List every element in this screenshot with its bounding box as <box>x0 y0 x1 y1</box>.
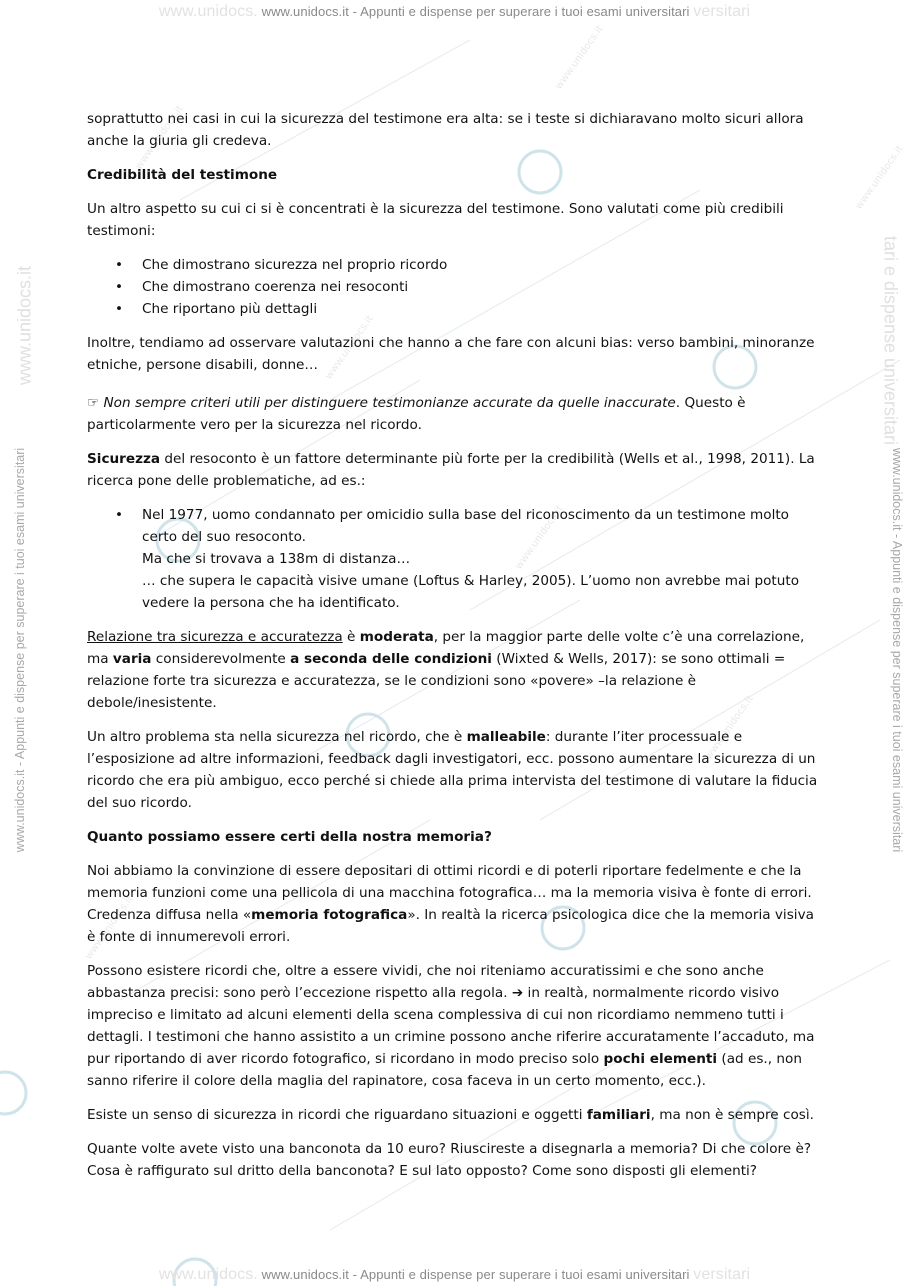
text: . Questo è particolarmente vero per la sicurezza nel ricordo. <box>87 395 746 433</box>
header-watermark-ghost-left: www.unidocs. <box>158 3 258 20</box>
footer-watermark-ghost-right: versitari <box>693 1266 751 1283</box>
section-heading: Quanto possiamo essere certi della nostra memoria? <box>87 829 492 845</box>
text: … che supera le capacità visive umane (Loftus & Harley, 2005). L’uomo non avrebbe mai potuto vedere la persona che ha identificato. <box>142 573 800 611</box>
paragraph <box>87 860 822 948</box>
footer-watermark-text: www.unidocs.it - Appunti e dispense per superare i tuoi esami universitari <box>261 1267 690 1282</box>
list-item <box>87 504 822 614</box>
bullet-list <box>87 254 822 320</box>
paragraph <box>87 392 822 436</box>
header-watermark-ghost-right: versitari <box>693 3 751 20</box>
pointing-hand-icon: ☞ <box>87 395 100 411</box>
paragraph: soprattutto nei casi in cui la sicurezza del testimone era alta: se i teste si dichiaravano molto sicuri allora anche la giuria gli credeva. <box>87 111 804 149</box>
paragraph <box>87 448 822 492</box>
paragraph <box>87 726 822 814</box>
text: : durante l’iter processuale e l’esposizione ad altre informazioni, feedback dagli investigatori, ecc. possono aumentare la sicurezza di un ricordo che era più ambiguo, ecco perché si chiede alla prima intervista del testimone di valutare la fiducia del suo ricordo. <box>87 729 818 811</box>
underlined-text: Relazione tra sicurezza e accuratezza <box>87 629 343 645</box>
text: considerevolmente <box>151 651 291 667</box>
bold-text: moderata <box>359 629 434 645</box>
text: (Wixted & Wells, 2017): se sono ottimali = relazione forte tra sicurezza e accuratezza, se le condizioni sono «povere» –la relazione è debole/inesistente. <box>87 651 786 711</box>
text: Esiste un senso di sicurezza in ricordi che riguardano situazioni e oggetti <box>87 1107 587 1123</box>
text: è <box>342 629 360 645</box>
svg-text:www.unidocs.it: www.unidocs.it <box>133 103 186 172</box>
header-watermark-text: www.unidocs.it - Appunti e dispense per superare i tuoi esami universitari <box>261 4 690 19</box>
header-watermark <box>0 3 909 21</box>
svg-text:www.unidocs.it: www.unidocs.it <box>703 693 756 762</box>
paragraph: Quante volte avete visto una banconota da 10 euro? Riuscireste a disegnarla a memoria? Di che colore è? Cosa è raffigurato sul dritto della banconota? E sul lato opposto? Come sono disposti gli elementi? <box>87 1141 812 1179</box>
right-ghost-watermark: tari e dispense universitari <box>880 235 901 446</box>
text: (ad es., non sanno riferire il colore della maglia del rapinatore, cosa faceva in un certo momento, ecc.). <box>87 1051 802 1089</box>
document-body <box>87 108 822 1194</box>
paragraph <box>87 626 822 714</box>
bold-text: a seconda delle condizioni <box>290 651 492 667</box>
section-heading: Credibilità del testimone <box>87 167 278 183</box>
svg-text:www.unidocs.it: www.unidocs.it <box>553 23 606 92</box>
text: Ma che si trovava a 138m di distanza… <box>142 551 411 567</box>
svg-text:www.unidocs.it: www.unidocs.it <box>323 313 376 382</box>
bold-text: memoria fotografica <box>251 907 408 923</box>
text: Possono esistere ricordi che, oltre a essere vividi, che noi riteniamo accuratissimi e che sono anche abbastanza precisi: sono però l’eccezione rispetto alla regola. ➔ in realtà, normalmente ricordo visivo impreciso e limitato ad alcuni elementi della scena complessiva di cui non ricordiamo nemmeno tutti i dettagli. I testimoni che hanno assistito a un crimine possono anche riferire accuratamente l’accaduto, ma pur riportando di aver ricordo fotografico, si ricordano in modo preciso solo <box>87 963 815 1067</box>
bold-text: pochi elementi <box>603 1051 718 1067</box>
text: , ma non è sempre così. <box>650 1107 814 1123</box>
svg-text:www.unidocs.it: www.unidocs.it <box>83 893 136 962</box>
bullet-list <box>87 504 822 614</box>
svg-text:www.unidocs.it: www.unidocs.it <box>513 503 566 572</box>
text: Noi abbiamo la convinzione di essere depositari di ottimi ricordi e di poterli riportare fedelmente e che la memoria funzioni come una pellicola di una macchina fotografica… ma la memoria visiva è fonte di errori. Credenza diffusa nella « <box>87 863 812 923</box>
paragraph <box>87 960 822 1092</box>
svg-text:www.unidocs.it: www.unidocs.it <box>853 143 906 212</box>
right-side-watermark: www.unidocs.it - Appunti e dispense per superare i tuoi esami universitari <box>890 447 904 853</box>
text: Un altro problema sta nella sicurezza nel ricordo, che è <box>87 729 467 745</box>
text: , per la maggior parte delle volte c’è una correlazione, ma <box>87 629 805 667</box>
left-side-watermark: www.unidocs.it - Appunti e dispense per superare i tuoi esami universitari <box>13 447 27 853</box>
footer-watermark-ghost-left: www.unidocs. <box>158 1266 258 1283</box>
paragraph <box>87 1104 822 1126</box>
bold-text: malleabile <box>466 729 546 745</box>
text: del resoconto è un fattore determinante più forte per la credibilità (Wells et al., 1998, 2011). La ricerca pone delle problematiche, ad es.: <box>87 451 815 489</box>
italic-text: Non sempre criteri utili per distinguere testimonianze accurate da quelle inaccurate <box>103 395 676 411</box>
bold-text: familiari <box>586 1107 651 1123</box>
paragraph: Un altro aspetto su cui ci si è concentrati è la sicurezza del testimone. Sono valutati come più credibili testimoni: <box>87 201 784 239</box>
footer-watermark <box>0 1266 909 1284</box>
bold-text: varia <box>112 651 152 667</box>
list-item: • Che dimostrano sicurezza nel proprio ricordo <box>87 254 822 276</box>
list-item: • Che dimostrano coerenza nei resoconti <box>87 276 822 298</box>
paragraph: Inoltre, tendiamo ad osservare valutazioni che hanno a che fare con alcuni bias: verso bambini, minoranze etniche, persone disabili, donne… <box>87 335 815 373</box>
bold-text: Sicurezza <box>87 451 161 467</box>
text: • Nel 1977, uomo condannato per omicidio sulla base del riconoscimento da un testimone molto certo del suo resoconto. <box>142 507 789 545</box>
list-item: • Che riportano più dettagli <box>87 298 822 320</box>
left-ghost-watermark: www.unidocs.it <box>14 265 35 386</box>
text: ». In realtà la ricerca psicologica dice che la memoria visiva è fonte di innumerevoli errori. <box>87 907 814 945</box>
